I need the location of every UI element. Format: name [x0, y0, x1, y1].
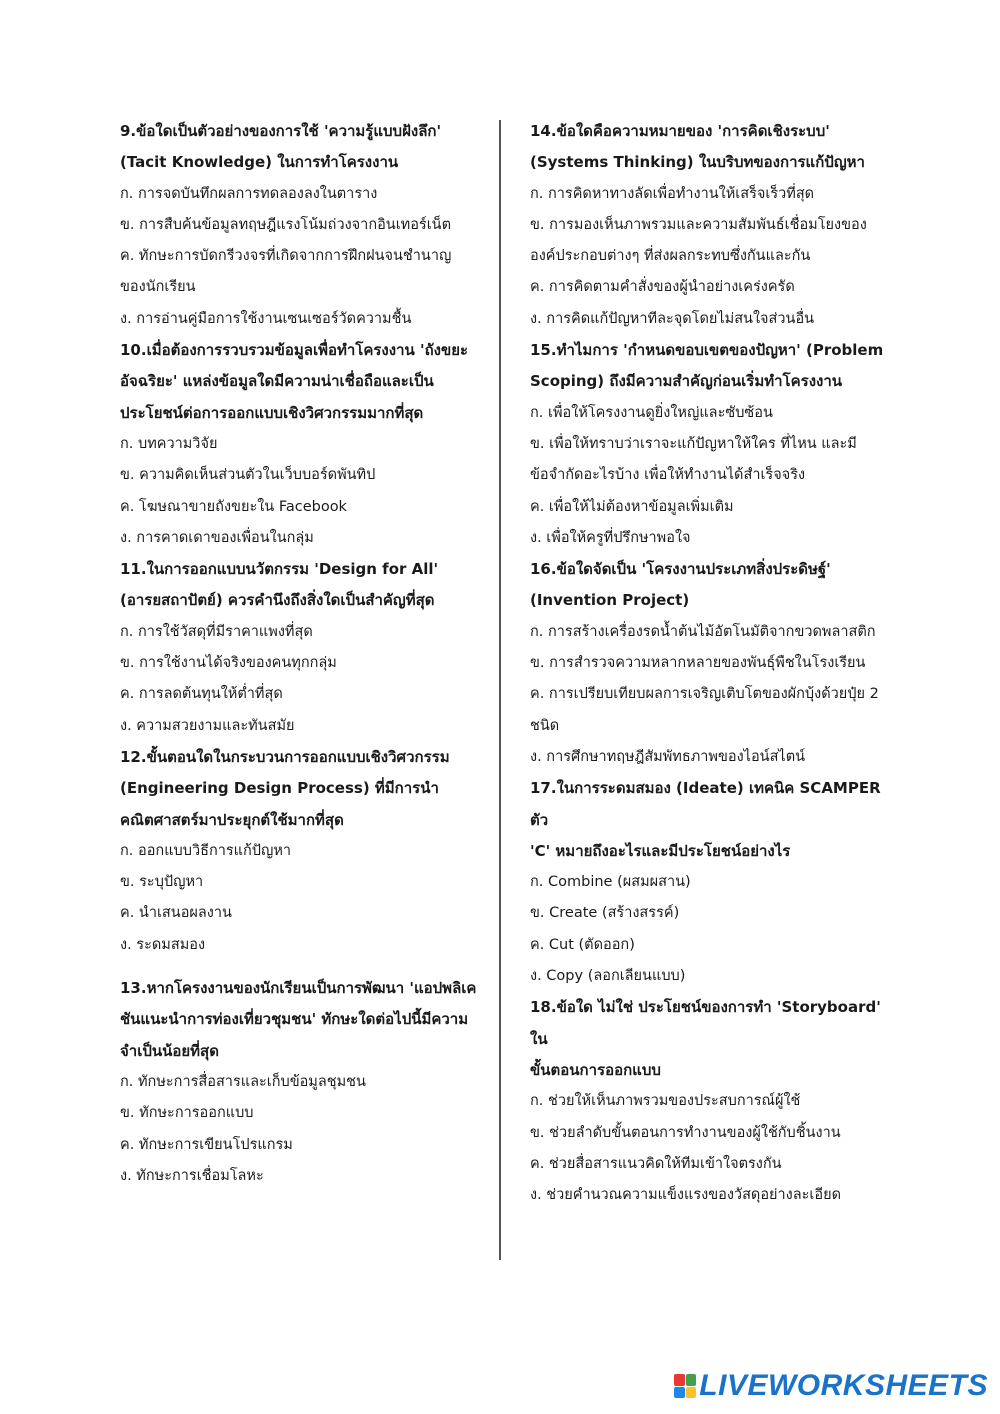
answer-option: ค. การลดต้นทุนให้ต่ำที่สุด	[120, 686, 283, 703]
answer-option: ง. การคิดแก้ปัญหาทีละจุดโดยไม่สนใจส่วนอื่น	[530, 310, 815, 327]
answer-option: ข. การใช้งานได้จริงของคนทุกกลุ่ม	[120, 655, 337, 672]
question-text: 17.ในการระดมสมอง (Ideate) เทคนิค SCAMPER ตัว	[530, 779, 881, 829]
question-text: 12.ขั้นตอนใดในกระบวนการออกแบบเชิงวิศวกรรม	[120, 747, 450, 766]
answer-option: ง. ทักษะการเชื่อมโลหะ	[120, 1167, 264, 1184]
answer-option: ค. นำเสนอผลงาน	[120, 905, 232, 922]
question-text: (Tacit Knowledge) ในการทำโครงงาน	[120, 153, 399, 172]
question-block	[530, 335, 890, 554]
answer-option: ค. โฆษณาขายถังขยะใน Facebook	[120, 498, 347, 515]
answer-option: ง. ระดมสมอง	[120, 936, 206, 953]
answer-option: ก. ออกแบบวิธีการแก้ปัญหา	[120, 842, 292, 859]
question-text: 11.ในการออกแบบนวัตกรรม 'Design for All'	[120, 560, 439, 579]
answer-option: ข. ช่วยลำดับขั้นตอนการทำงานของผู้ใช้กับชิ้นงาน	[530, 1124, 841, 1141]
answer-option: ค. การเปรียบเทียบผลการเจริญเติบโตของผักบุ้งด้วยปุ๋ย 2	[530, 686, 879, 703]
question-text: 18.ข้อใด ไม่ใช่ ประโยชน์ของการทำ 'Storyboard' ใน	[530, 998, 881, 1048]
question-block	[120, 742, 482, 961]
answer-option: ง. เพื่อให้ครูที่ปรึกษาพอใจ	[530, 529, 691, 546]
answer-option: ข. การสืบค้นข้อมูลทฤษฎีแรงโน้มถ่วงจากอินเทอร์เน็ต	[120, 216, 452, 233]
answer-option: ของนักเรียน	[120, 279, 196, 296]
left-column	[120, 116, 482, 1192]
question-text: 16.ข้อใดจัดเป็น 'โครงงานประเภทสิ่งประดิษฐ์'	[530, 560, 831, 579]
answer-option: ก. การคิดหาทางลัดเพื่อทำงานให้เสร็จเร็วที่สุด	[530, 185, 815, 202]
logo-text: LIVEWORKSHEETS	[699, 1369, 988, 1402]
question-text: ประโยชน์ต่อการออกแบบเชิงวิศวกรรมมากที่สุด	[120, 403, 424, 422]
question-text: (Engineering Design Process) ที่มีการนำ	[120, 779, 439, 798]
answer-option: ก. ช่วยให้เห็นภาพรวมของประสบการณ์ผู้ใช้	[530, 1093, 801, 1110]
answer-option: ค. การคิดตามคำสั่งของผู้นำอย่างเคร่งครัด	[530, 279, 795, 296]
question-text: อัจฉริยะ' แหล่งข้อมูลใดมีความน่าเชื่อถือและเป็น	[120, 372, 434, 391]
question-block	[120, 335, 482, 554]
answer-option: ง. การอ่านคู่มือการใช้งานเซนเซอร์วัดความชื้น	[120, 310, 412, 327]
question-text: 14.ข้อใดคือความหมายของ 'การคิดเชิงระบบ'	[530, 122, 830, 140]
question-text: ชันแนะนำการท่องเที่ยวชุมชน' ทักษะใดต่อไปนี้มีความ	[120, 1010, 469, 1029]
question-text: จำเป็นน้อยที่สุด	[120, 1041, 219, 1060]
answer-option: ก. การสร้างเครื่องรดน้ำต้นไม้อัตโนมัติจากขวดพลาสติก	[530, 623, 876, 640]
question-block	[120, 973, 482, 1192]
question-text: 'C' หมายถึงอะไรและมีประโยชน์อย่างไร	[530, 841, 791, 860]
liveworksheets-logo	[674, 1366, 988, 1406]
answer-option: ก. บทความวิจัย	[120, 435, 218, 452]
question-text: คณิตศาสตร์มาประยุกต์ใช้มากที่สุด	[120, 810, 344, 829]
answer-option: ง. การคาดเดาของเพื่อนในกลุ่ม	[120, 529, 314, 546]
answer-option: ง. การศึกษาทฤษฎีสัมพัทธภาพของไอน์สไตน์	[530, 748, 806, 765]
answer-option: ง. Copy (ลอกเลียนแบบ)	[530, 968, 686, 985]
answer-option: ชนิด	[530, 717, 560, 734]
question-block	[120, 554, 482, 742]
question-text: 10.เมื่อต้องการรวบรวมข้อมูลเพื่อทำโครงงาน 'ถังขยะ	[120, 341, 469, 360]
answer-option: ก. การจดบันทึกผลการทดลองลงในตาราง	[120, 185, 378, 202]
answer-option: ค. Cut (ตัดออก)	[530, 936, 635, 953]
question-text: (อารยสถาปัตย์) ควรคำนึงถึงสิ่งใดเป็นสำคัญที่สุด	[120, 591, 435, 610]
answer-option: ก. Combine (ผสมผสาน)	[530, 874, 691, 891]
answer-option: ค. ทักษะการเขียนโปรแกรม	[120, 1136, 293, 1153]
question-block	[530, 992, 890, 1211]
question-text: (Invention Project)	[530, 591, 690, 610]
answer-option: ข้อจำกัดอะไรบ้าง เพื่อให้ทำงานได้สำเร็จจริง	[530, 467, 806, 484]
answer-option: ข. การมองเห็นภาพรวมและความสัมพันธ์เชื่อมโยงของ	[530, 216, 867, 233]
answer-option: ข. ความคิดเห็นส่วนตัวในเว็บบอร์ดพันทิป	[120, 467, 376, 484]
answer-option: ข. เพื่อให้ทราบว่าเราจะแก้ปัญหาให้ใคร ที่ไหน และมี	[530, 435, 857, 452]
question-block	[530, 554, 890, 773]
answer-option: ข. ระบุปัญหา	[120, 874, 204, 891]
answer-option: ง. ความสวยงามและทันสมัย	[120, 717, 295, 734]
column-divider	[499, 120, 501, 1260]
answer-option: ข. การสำรวจความหลากหลายของพันธุ์พืชในโรงเรียน	[530, 655, 866, 672]
question-block	[530, 116, 890, 335]
question-block	[120, 116, 482, 335]
answer-option: ข. ทักษะการออกแบบ	[120, 1105, 254, 1122]
answer-option: ก. ทักษะการสื่อสารและเก็บข้อมูลชุมชน	[120, 1073, 366, 1090]
answer-option: ค. ทักษะการบัดกรีวงจรที่เกิดจากการฝึกฝนจนชำนาญ	[120, 248, 452, 265]
question-block	[530, 773, 890, 992]
question-text: (Systems Thinking) ในบริบทของการแก้ปัญหา	[530, 153, 865, 172]
right-column	[530, 116, 890, 1211]
answer-option: ก. การใช้วัสดุที่มีราคาแพงที่สุด	[120, 623, 313, 640]
answer-option: ค. ช่วยสื่อสารแนวคิดให้ทีมเข้าใจตรงกัน	[530, 1155, 782, 1172]
question-text: ขั้นตอนการออกแบบ	[530, 1060, 661, 1079]
answer-option: ง. ช่วยคำนวณความแข็งแรงของวัสดุอย่างละเอียด	[530, 1187, 842, 1204]
question-text: 9.ข้อใดเป็นตัวอย่างของการใช้ 'ความรู้แบบฝังลึก'	[120, 122, 442, 140]
question-text: Scoping) ถึงมีความสำคัญก่อนเริ่มทำโครงงาน	[530, 372, 843, 391]
question-text: 15.ทำไมการ 'กำหนดขอบเขตของปัญหา' (Problem	[530, 341, 884, 360]
answer-option: ก. เพื่อให้โครงงานดูยิ่งใหญ่และซับซ้อน	[530, 404, 773, 421]
answer-option: ข. Create (สร้างสรรค์)	[530, 905, 680, 922]
liveworksheets-logo-icon	[674, 1374, 696, 1398]
answer-option: องค์ประกอบต่างๆ ที่ส่งผลกระทบซึ่งกันและกัน	[530, 248, 811, 265]
answer-option: ค. เพื่อให้ไม่ต้องหาข้อมูลเพิ่มเติม	[530, 498, 734, 515]
question-text: 13.หากโครงงานของนักเรียนเป็นการพัฒนา 'แอปพลิเค	[120, 979, 477, 998]
